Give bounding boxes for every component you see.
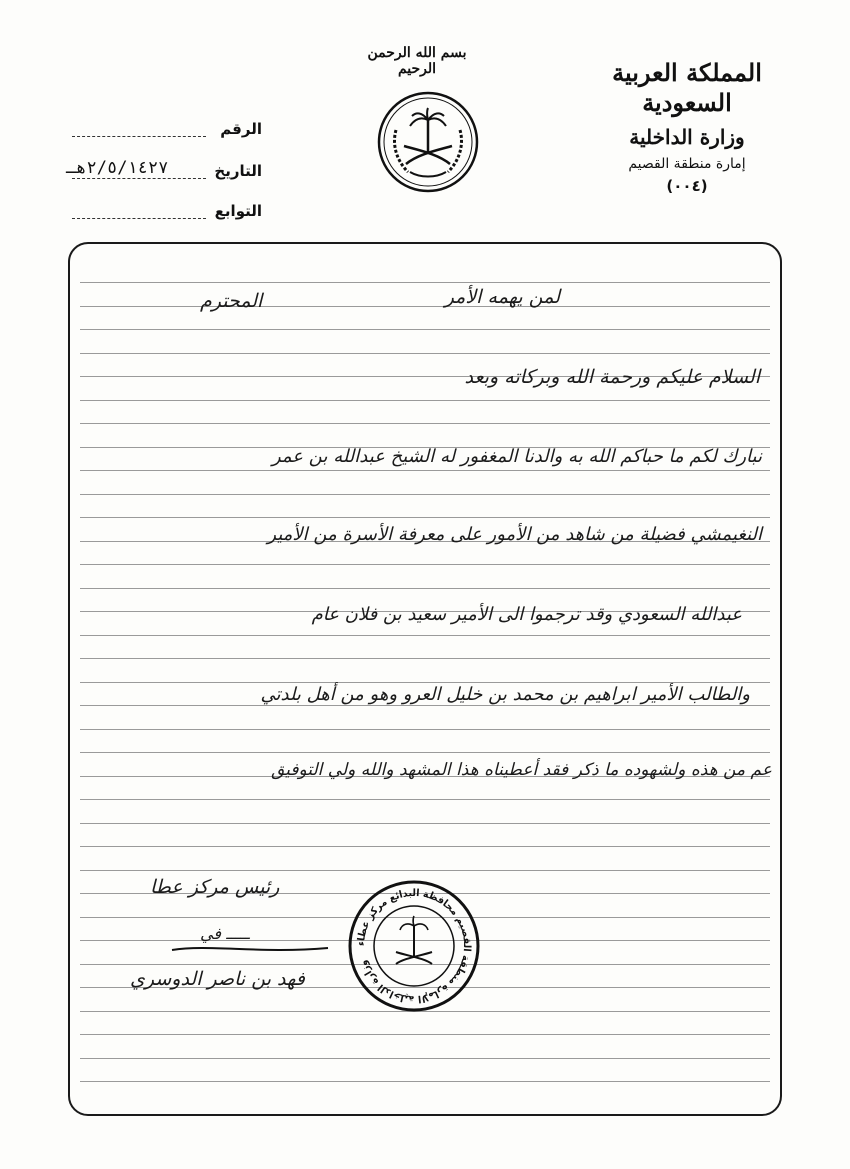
addressee: لمن يهمه الأمر (444, 286, 560, 308)
closing-title: رئيس مركز عطا (150, 876, 280, 898)
date-line (72, 178, 206, 179)
ruled-line (80, 1058, 770, 1059)
stamp-text: وزارة الداخلية الإمارة منطقة القصيم محافظة البدائع مركز عطاء (355, 887, 473, 1005)
ministry-title: وزارة الداخلية (629, 125, 745, 149)
ruled-line (80, 400, 770, 401)
honorific: المحترم (200, 290, 263, 312)
ruled-line (80, 306, 770, 307)
ruled-line (80, 494, 770, 495)
ruled-line (80, 635, 770, 636)
body-line-2: النغيمشي فضيلة من شاهد من الأمور على معرفة الأسرة من الأمير (267, 524, 762, 545)
ruled-line (80, 564, 770, 565)
ruled-line (80, 799, 770, 800)
ruled-line (80, 329, 770, 330)
official-stamp-icon (346, 878, 482, 1014)
number-label: الرقم (220, 120, 262, 138)
department-title: إمارة منطقة القصيم (628, 156, 746, 172)
signature-mark: ـــــ في (200, 924, 250, 943)
basmala: بسم الله الرحمن الرحيم (367, 45, 467, 77)
saudi-emblem-icon (376, 90, 480, 194)
greeting-line: السلام عليكم ورحمة الله وبركاته وبعد (464, 366, 760, 388)
ruled-line (80, 353, 770, 354)
ruled-line (80, 423, 770, 424)
ruled-line (80, 870, 770, 871)
ruled-line (80, 682, 770, 683)
body-line-3: عبدالله السعودي وقد ترجموا الى الأمير سعيد بن فلان عام (311, 604, 742, 625)
ruled-line (80, 846, 770, 847)
ruled-line (80, 705, 770, 706)
ruled-line (80, 588, 770, 589)
body-line-1: نبارك لكم ما حباكم الله به والدنا المغفور له الشيخ عبدالله بن عمر (271, 446, 762, 467)
office-code: (٠٠٤) (666, 177, 708, 195)
attachments-label: التوابع (214, 202, 262, 220)
ruled-line (80, 729, 770, 730)
ruled-line (80, 517, 770, 518)
ruled-line (80, 658, 770, 659)
body-line-5: عم من هذه ولشهوده ما ذكر فقد أعطيناه هذا المشهد والله ولي التوفيق (271, 760, 772, 780)
ruled-line (80, 823, 770, 824)
date-value: ٢/٥/١٤٢٧هـ (66, 158, 169, 178)
letterhead (572, 58, 802, 196)
ruled-line (80, 470, 770, 471)
signature-stroke-icon (170, 942, 330, 956)
ruled-line (80, 1081, 770, 1082)
date-label: التاريخ (214, 162, 262, 180)
ruled-line (80, 1034, 770, 1035)
ruled-line (80, 282, 770, 283)
number-line (72, 136, 206, 137)
date-field (66, 160, 262, 186)
attachments-line (72, 218, 206, 219)
ruled-line (80, 752, 770, 753)
attachments-field (66, 200, 262, 226)
kingdom-title: المملكة العربية السعودية (612, 58, 762, 117)
body-line-4: والطالب الأمير ابراهيم بن محمد بن خليل العرو وهو من أهل بلدتي (260, 684, 750, 705)
signatory-name: فهد بن ناصر الدوسري (130, 968, 305, 990)
number-field (66, 118, 262, 144)
